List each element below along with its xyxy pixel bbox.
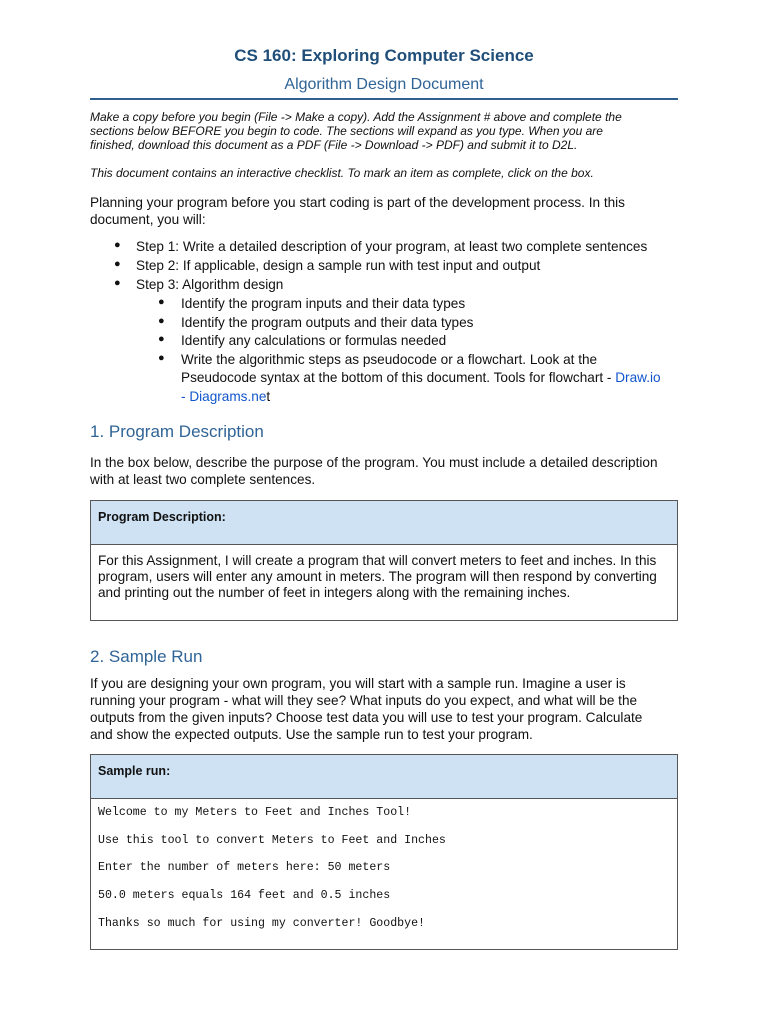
bullet-icon: ● — [158, 315, 165, 327]
link-dash: - — [181, 389, 190, 404]
sample-run-output[interactable] — [91, 799, 677, 949]
description-line: For this Assignment, I will create a program that will convert meters to feet and inches. In this — [98, 553, 657, 568]
list-item: Identify the program outputs and their data types — [181, 315, 474, 330]
title-divider — [90, 98, 678, 100]
sample-run-box — [90, 754, 678, 950]
section1-paragraph — [90, 454, 680, 488]
section2-line: and show the expected outputs. Use the sample run to test your program. — [90, 727, 533, 742]
list-item: Step 3: Algorithm design — [136, 277, 284, 292]
copy-instructions-line: finished, download this document as a PDF (File -> Download -> PDF) and submit it to D2L. — [90, 138, 578, 152]
copy-instructions-line: Make a copy before you begin (File -> Make a copy). Add the Assignment # above and complete the — [90, 110, 622, 124]
section2-line: running your program - what will they see? What inputs do you expect, and what will be the — [90, 693, 638, 708]
list-item: Step 1: Write a detailed description of your program, at least two complete sentences — [136, 239, 648, 254]
sample-run-line: Enter the number of meters here: 50 meters — [98, 861, 391, 874]
bullet-icon: ● — [158, 352, 165, 364]
section1-line: In the box below, describe the purpose of the program. You must include a detailed description — [90, 455, 658, 470]
link-tail: t — [266, 389, 271, 404]
list-item: Step 2: If applicable, design a sample run with test input and output — [136, 258, 541, 273]
description-line: and printing out the number of feet in integers along with the remaining inches. — [98, 585, 571, 600]
drawio-link[interactable]: Draw.io — [615, 370, 661, 385]
section-heading-program-description: 1. Program Description — [90, 422, 264, 441]
list-item-continued — [181, 388, 270, 406]
intro-line: document, you will: — [90, 212, 206, 227]
intro-paragraph — [90, 194, 680, 228]
page-subtitle: Algorithm Design Document — [284, 76, 484, 93]
list-item-continued — [181, 369, 661, 387]
section2-line: outputs from the given inputs? Choose test data you will use to test your program. Calculate — [90, 710, 643, 725]
intro-line: Planning your program before you start coding is part of the development process. In this — [90, 195, 625, 210]
box-header: Sample run: — [91, 755, 677, 799]
list-item: Identify any calculations or formulas needed — [181, 333, 447, 348]
sample-run-line: Use this tool to convert Meters to Feet and Inches — [98, 834, 446, 847]
section1-line: with at least two complete sentences. — [90, 472, 316, 487]
sample-run-line: Thanks so much for using my converter! Goodbye! — [98, 917, 425, 930]
bullet-icon: ● — [114, 239, 121, 251]
program-description-box — [90, 500, 678, 621]
sample-run-line: 50.0 meters equals 164 feet and 0.5 inches — [98, 889, 391, 902]
bullet-icon: ● — [158, 296, 165, 308]
section2-line: If you are designing your own program, you will start with a sample run. Imagine a user is — [90, 676, 626, 691]
bullet-icon: ● — [158, 333, 165, 345]
sample-run-line: Welcome to my Meters to Feet and Inches Tool! — [98, 806, 412, 819]
copy-instructions — [90, 110, 678, 152]
page-title: CS 160: Exploring Computer Science — [234, 46, 534, 65]
box-header: Program Description: — [91, 501, 677, 545]
description-line: program, users will enter any amount in meters. The program will then respond by converting — [98, 569, 657, 584]
section-heading-sample-run: 2. Sample Run — [90, 647, 203, 666]
program-description-text[interactable] — [91, 545, 677, 601]
checklist-note: This document contains an interactive checklist. To mark an item as complete, click on the box. — [90, 166, 594, 180]
bullet-icon: ● — [114, 258, 121, 270]
copy-instructions-line: sections below BEFORE you begin to code. The sections will expand as you type. When you are — [90, 124, 603, 138]
bullet-icon: ● — [114, 277, 121, 289]
diagrams-link[interactable]: Diagrams.ne — [189, 389, 267, 404]
section2-paragraph — [90, 675, 680, 743]
list-item: Write the algorithmic steps as pseudocode or a flowchart. Look at the — [181, 352, 598, 367]
list-item-text: Pseudocode syntax at the bottom of this document. Tools for flowchart - — [181, 370, 616, 385]
list-item: Identify the program inputs and their data types — [181, 296, 466, 311]
